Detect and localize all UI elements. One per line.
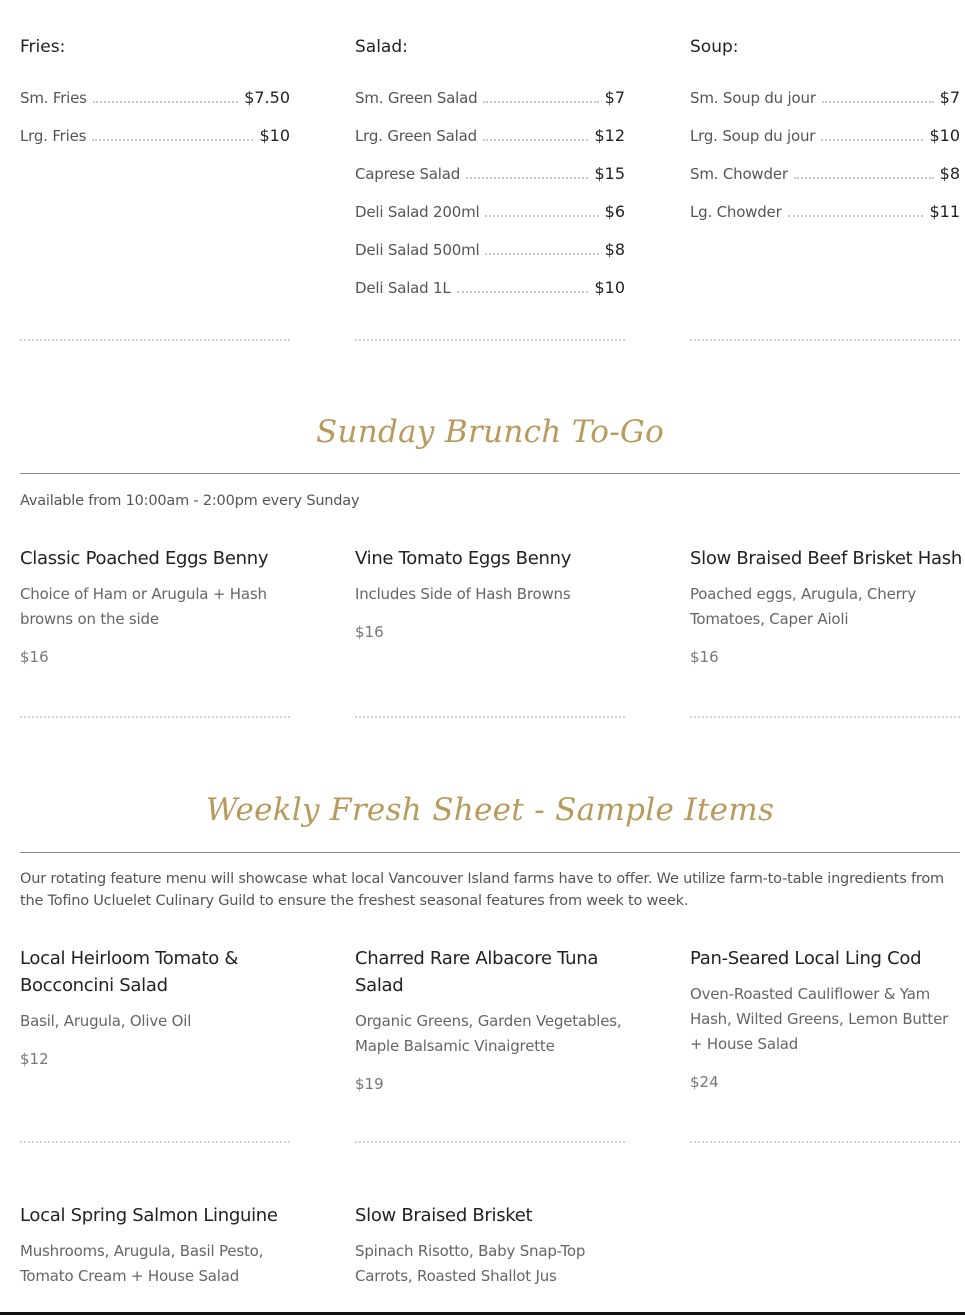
- item-price: $16: [20, 648, 49, 666]
- item-name: Lrg. Green Salad: [355, 127, 477, 145]
- item-price: $10: [929, 126, 960, 145]
- item-name: Lrg. Soup du jour: [690, 127, 816, 145]
- item-price: $12: [20, 1050, 49, 1068]
- item-price: $10: [594, 278, 625, 297]
- item-description: Mushrooms, Arugula, Basil Pesto, Tomato Cream + House Salad: [20, 1242, 264, 1285]
- dot-leader: [821, 129, 923, 141]
- item-price: $6: [604, 202, 625, 221]
- dot-leader: [93, 91, 238, 103]
- item-price: $24: [690, 1073, 719, 1091]
- dotted-divider: [690, 1141, 960, 1143]
- item-name: Deli Salad 200ml: [355, 203, 480, 221]
- menu-item-card: [355, 1202, 627, 1289]
- item-title: Classic Poached Eggs Benny: [20, 548, 269, 569]
- dotted-divider: [690, 339, 960, 341]
- menu-item-card: [20, 545, 292, 666]
- item-price: $7.50: [244, 88, 290, 107]
- item-name: Lrg. Fries: [20, 127, 87, 145]
- section-rule: [20, 852, 960, 853]
- dot-leader: [485, 205, 598, 217]
- menu-row-sm-chowder: [690, 164, 960, 186]
- item-title: Local Heirloom Tomato & Bocconcini Salad: [20, 948, 239, 996]
- menu-item-card: [355, 945, 627, 1093]
- dot-leader: [788, 205, 924, 217]
- item-price: $19: [355, 1075, 384, 1093]
- item-name: Sm. Chowder: [690, 165, 788, 183]
- menu-row-caprese-salad: [355, 164, 625, 186]
- item-name: Caprese Salad: [355, 165, 461, 183]
- menu-row-deli-salad-200ml: [355, 202, 625, 224]
- item-name: Sm. Fries: [20, 89, 87, 107]
- dotted-divider: [355, 1141, 625, 1143]
- item-price: $8: [604, 240, 625, 259]
- dot-leader: [794, 167, 934, 179]
- dot-leader: [92, 129, 253, 141]
- dot-leader: [483, 91, 598, 103]
- brunch-availability: Available from 10:00am - 2:00pm every Sunday: [20, 493, 360, 509]
- item-price: $11: [929, 202, 960, 221]
- dot-leader: [457, 281, 589, 293]
- item-description: Organic Greens, Garden Vegetables, Maple Balsamic Vinaigrette: [355, 1012, 622, 1055]
- menu-item-card: [355, 545, 627, 641]
- item-title: Local Spring Salmon Linguine: [20, 1205, 278, 1226]
- item-description: Basil, Arugula, Olive Oil: [20, 1012, 192, 1030]
- section-rule: [20, 473, 960, 474]
- item-description: Choice of Ham or Arugula + Hash browns on the side: [20, 585, 267, 628]
- item-price: $16: [355, 623, 384, 641]
- item-description: Includes Side of Hash Browns: [355, 585, 571, 603]
- menu-item-card: [20, 1202, 292, 1289]
- dot-leader: [485, 243, 598, 255]
- fresh-sheet-intro: Our rotating feature menu will showcase what local Vancouver Island farms have to offer. We utilize farm-to-table ingredients from the Tofino Ucluelet Culinary Guild to ensure the freshest seasonal features from week to week.: [20, 871, 944, 909]
- item-price: $10: [259, 126, 290, 145]
- item-description: Oven-Roasted Cauliflower & Yam Hash, Wilted Greens, Lemon Butter + House Salad: [690, 985, 949, 1053]
- salad-title: Salad:: [355, 37, 408, 57]
- menu-row-deli-salad-1l: [355, 278, 625, 300]
- menu-row-lrg-soup: [690, 126, 960, 148]
- item-price: $16: [690, 648, 719, 666]
- item-name: Lg. Chowder: [690, 203, 782, 221]
- item-title: Charred Rare Albacore Tuna Salad: [355, 948, 599, 996]
- item-price: $12: [594, 126, 625, 145]
- item-name: Deli Salad 1L: [355, 279, 451, 297]
- item-title: Slow Braised Beef Brisket Hash: [690, 548, 962, 569]
- item-name: Deli Salad 500ml: [355, 241, 480, 259]
- menu-row-sm-fries: [20, 88, 290, 110]
- item-price: $7: [604, 88, 625, 107]
- dotted-divider: [355, 339, 625, 341]
- menu-row-sm-green-salad: [355, 88, 625, 110]
- item-name: Sm. Green Salad: [355, 89, 478, 107]
- item-description: Spinach Risotto, Baby Snap-Top Carrots, Roasted Shallot Jus: [355, 1242, 586, 1285]
- dotted-divider: [355, 716, 625, 718]
- menu-item-card: [690, 545, 962, 666]
- item-title: Vine Tomato Eggs Benny: [355, 548, 572, 569]
- dotted-divider: [20, 716, 290, 718]
- menu-row-lrg-green-salad: [355, 126, 625, 148]
- dotted-divider: [690, 716, 960, 718]
- dot-leader: [822, 91, 934, 103]
- menu-row-lg-chowder: [690, 202, 960, 224]
- menu-row-deli-salad-500ml: [355, 240, 625, 262]
- fries-title: Fries:: [20, 37, 66, 57]
- brunch-heading: Sunday Brunch To-Go: [315, 414, 665, 450]
- dot-leader: [466, 167, 588, 179]
- item-description: Poached eggs, Arugula, Cherry Tomatoes, Caper Aioli: [690, 585, 916, 628]
- item-title: Pan-Seared Local Ling Cod: [690, 948, 922, 969]
- dot-leader: [483, 129, 589, 141]
- item-title: Slow Braised Brisket: [355, 1205, 533, 1226]
- menu-item-card: [690, 945, 962, 1091]
- menu-item-card: [20, 945, 292, 1068]
- menu-row-sm-soup: [690, 88, 960, 110]
- item-name: Sm. Soup du jour: [690, 89, 816, 107]
- item-price: $15: [594, 164, 625, 183]
- dotted-divider: [20, 1141, 290, 1143]
- menu-row-lrg-fries: [20, 126, 290, 148]
- dotted-divider: [20, 339, 290, 341]
- item-price: $7: [939, 88, 960, 107]
- item-price: $8: [939, 164, 960, 183]
- fresh-sheet-heading: Weekly Fresh Sheet - Sample Items: [205, 792, 775, 828]
- soup-title: Soup:: [690, 37, 739, 57]
